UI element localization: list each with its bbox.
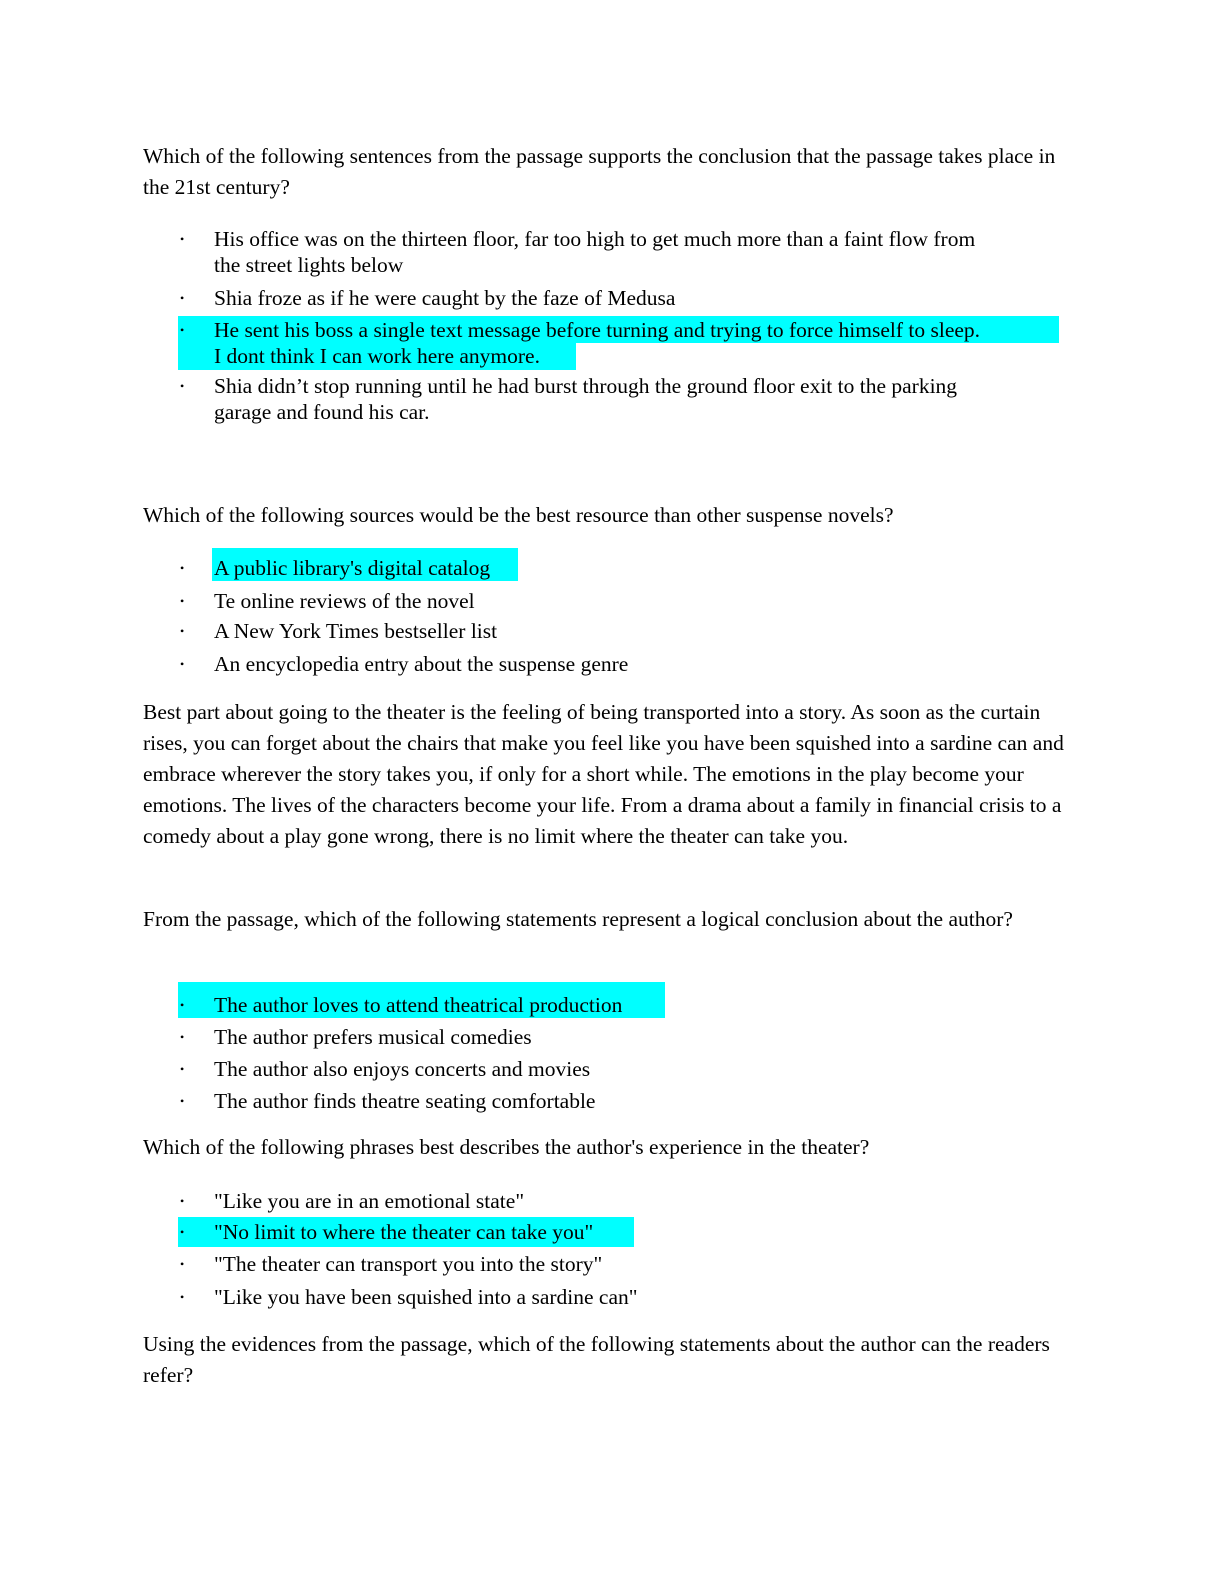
option-text: "Like you have been squished into a sardine can"	[214, 1285, 638, 1309]
reading-passage: Best part about going to the theater is the feeling of being transported into a story. As soon as the curtain rises, you can forget about the chairs that make you feel like you have been squished into a sardine can and embrace wherever the story takes you, if only for a short while. The emotions in the play become your emotions. The lives of the characters become your life. From a drama about a family in financial crisis to a comedy about a play gone wrong, there is no limit where the theater can take you.	[143, 700, 1064, 848]
option-text: A public library's digital catalog	[214, 556, 491, 580]
bullet-icon: •	[180, 1030, 185, 1044]
option-text: The author prefers musical comedies	[214, 1025, 532, 1049]
option-text: "The theater can transport you into the story"	[214, 1252, 603, 1276]
option-text-line: the street lights below	[214, 253, 404, 277]
option-text: Te online reviews of the novel	[214, 589, 475, 613]
bullet-icon: •	[180, 323, 185, 337]
option-text-line: garage and found his car.	[214, 400, 430, 424]
bullet-icon: •	[180, 232, 185, 246]
option-text: The author finds theatre seating comfortable	[214, 1089, 596, 1113]
option-text: An encyclopedia entry about the suspense genre	[214, 652, 629, 676]
option-text: The author loves to attend theatrical production	[214, 993, 623, 1017]
option-text: "Like you are in an emotional state"	[214, 1189, 525, 1213]
bullet-icon: •	[180, 1094, 185, 1108]
option-text-line: His office was on the thirteen floor, far too high to get much more than a faint flow from	[214, 227, 976, 251]
option-text-line: Shia didn’t stop running until he had burst through the ground floor exit to the parking	[214, 374, 958, 398]
bullet-icon: •	[180, 379, 185, 393]
question-2-text: Which of the following sources would be the best resource than other suspense novels?	[143, 503, 894, 527]
bullet-icon: •	[180, 657, 185, 671]
bullet-icon: •	[180, 1062, 185, 1076]
option-text: A New York Times bestseller list	[214, 619, 498, 643]
option-text-line: Shia froze as if he were caught by the faze of Medusa	[214, 286, 676, 310]
bullet-icon: •	[180, 624, 185, 638]
option-text: "No limit to where the theater can take you"	[214, 1220, 594, 1244]
bullet-icon: •	[180, 1194, 185, 1208]
question-1-text: Which of the following sentences from the passage supports the conclusion that the passage takes place in the 21st century?	[143, 144, 1056, 199]
option-text: The author also enjoys concerts and movies	[214, 1057, 591, 1081]
option-text-line: He sent his boss a single text message before turning and trying to force himself to sleep.	[214, 318, 981, 342]
option-text-line: I dont think I can work here anymore.	[214, 344, 540, 368]
bullet-icon: •	[180, 594, 185, 608]
bullet-icon: •	[180, 1257, 185, 1271]
question-3-text: From the passage, which of the following statements represent a logical conclusion about the author?	[143, 907, 1013, 931]
bullet-icon: •	[180, 1290, 185, 1304]
bullet-icon: •	[180, 998, 185, 1012]
bullet-icon: •	[180, 561, 185, 575]
question-4-text: Which of the following phrases best describes the author's experience in the theater?	[143, 1135, 870, 1159]
bullet-icon: •	[180, 291, 185, 305]
bullet-icon: •	[180, 1225, 185, 1239]
question-5-text: Using the evidences from the passage, which of the following statements about the author can the readers refer?	[143, 1332, 1050, 1387]
